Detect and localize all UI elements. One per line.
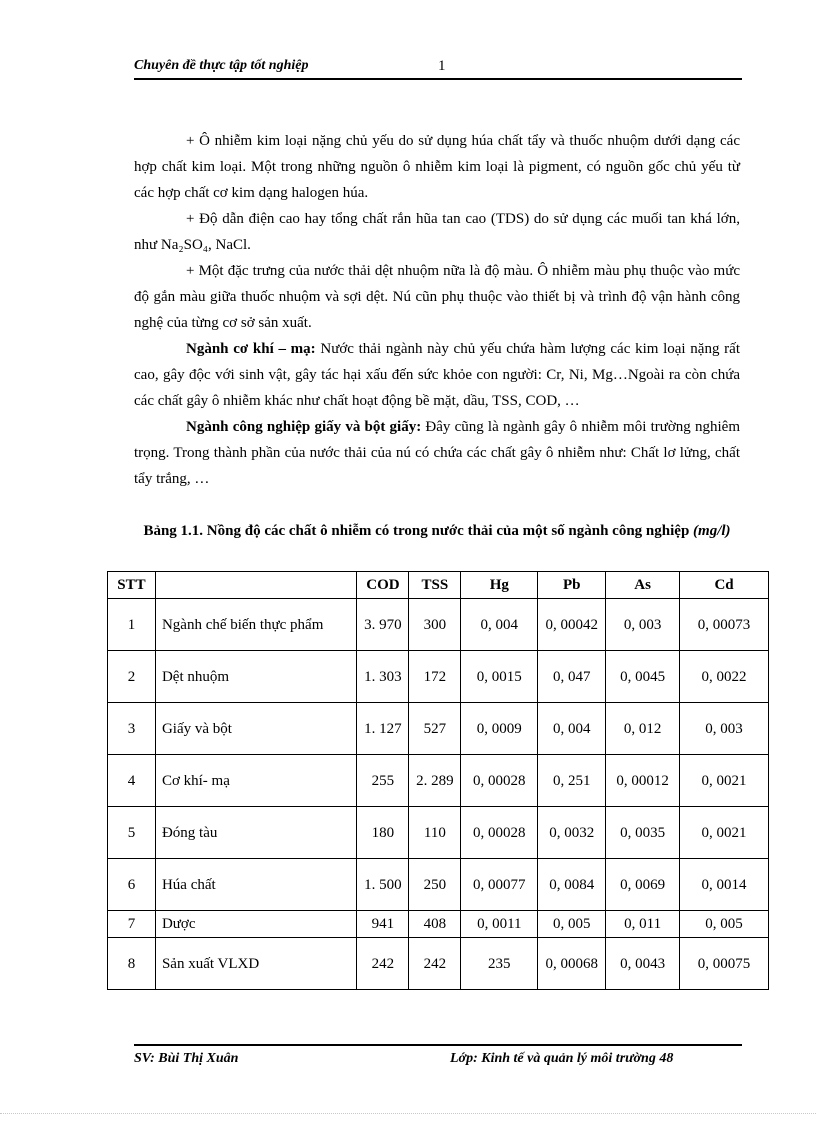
class-name: Lớp: Kinh tế và quản lý môi trường 48	[450, 1051, 674, 1066]
table-cell: 0, 0022	[680, 651, 769, 703]
paragraph-color: + Một đặc trưng của nước thải dệt nhuộm nữa là độ màu. Ô nhiễm màu phụ thuộc vào mức độ gắn màu giữa thuốc nhuộm và sợi dệt. Nú cũn phụ thuộc vào thiết bị và trình độ vận hành công nghệ của từng cơ sở sản xuất.	[134, 263, 740, 331]
column-header: As	[606, 572, 680, 599]
table-cell: 0, 012	[606, 703, 680, 755]
table-cell: 2. 289	[409, 755, 461, 807]
table-cell: Giấy và bột	[155, 703, 357, 755]
table-cell: 0, 0015	[461, 651, 538, 703]
table-cell: 0, 005	[680, 911, 769, 938]
table-cell: 1. 500	[357, 859, 409, 911]
column-header: STT	[108, 572, 156, 599]
table-cell: 0, 251	[538, 755, 606, 807]
table-row	[108, 807, 769, 859]
table-cell: 0, 00028	[461, 807, 538, 859]
table-cell: 0, 0014	[680, 859, 769, 911]
table-cell: 0, 0011	[461, 911, 538, 938]
table-cell: Ngành chế biến thực phẩm	[155, 599, 357, 651]
table-cell: 110	[409, 807, 461, 859]
table-caption-unit: (mg/l)	[693, 523, 731, 539]
paragraph-paper	[134, 414, 740, 492]
student-name: SV: Bùi Thị Xuân	[134, 1051, 239, 1066]
table-cell: 941	[357, 911, 409, 938]
table-cell: 0, 0021	[680, 807, 769, 859]
column-header: TSS	[409, 572, 461, 599]
table-row	[108, 651, 769, 703]
page-header	[134, 56, 742, 80]
table-cell: 0, 004	[538, 703, 606, 755]
table-cell: Đóng tàu	[155, 807, 357, 859]
table-cell: Cơ khí- mạ	[155, 755, 357, 807]
page-edge-divider	[0, 1113, 816, 1114]
table-cell: 0, 00073	[680, 599, 769, 651]
table-cell: 172	[409, 651, 461, 703]
table-cell: Sản xuất VLXD	[155, 938, 357, 990]
table-cell: Dược	[155, 911, 357, 938]
column-header: Hg	[461, 572, 538, 599]
column-header: Cd	[680, 572, 769, 599]
table-cell: 0, 0045	[606, 651, 680, 703]
table-cell: 408	[409, 911, 461, 938]
table-cell: 8	[108, 938, 156, 990]
table-row	[108, 599, 769, 651]
table-cell: 180	[357, 807, 409, 859]
table-row	[108, 859, 769, 911]
table-cell: 7	[108, 911, 156, 938]
table-cell: 0, 00075	[680, 938, 769, 990]
paragraph-tds: + Độ dẫn điện cao hay tổng chất rắn hũa tan cao (TDS) do sử dụng các muối tan khá lớn, như Na₂SO₄, NaCl.	[134, 211, 740, 253]
page-number: 1	[438, 58, 446, 74]
column-header	[155, 572, 357, 599]
table-cell: 0, 00077	[461, 859, 538, 911]
pollution-table	[107, 571, 769, 990]
table-cell: 300	[409, 599, 461, 651]
table-cell: 0, 003	[606, 599, 680, 651]
table-cell: 0, 00068	[538, 938, 606, 990]
table-cell: 1. 303	[357, 651, 409, 703]
paper-text: Đây cũng là ngành gây ô nhiễm môi trường nghiêm trọng. Trong thành phần của nước thải của nú có chứa các chất gây ô nhiễm như: Chất lơ lửng, chất tẩy trắng, …	[134, 419, 740, 487]
table-cell: Húa chất	[155, 859, 357, 911]
mechanical-text: Nước thải ngành này chủ yếu chứa hàm lượng các kim loại nặng rất cao, gây độc với sinh vật, gây tác hại xấu đến sức khỏe con người: Cr, Ni, Mg…Ngoài ra còn chứa các chất gây ô nhiễm khác như chất hoạt động bề mặt, dầu, TSS, COD, …	[134, 341, 740, 409]
table-cell: 0, 003	[680, 703, 769, 755]
page-footer	[134, 1044, 742, 1066]
table-row	[108, 703, 769, 755]
table-cell: 0, 004	[461, 599, 538, 651]
table-cell: 4	[108, 755, 156, 807]
table-cell: 0, 0035	[606, 807, 680, 859]
table-cell: 527	[409, 703, 461, 755]
paragraph-heavy-metals: + Ô nhiễm kim loại nặng chủ yếu do sử dụng húa chất tẩy và thuốc nhuộm dưới dạng các hợp chất kim loại. Một trong những nguồn ô nhiễm kim loại là pigment, có nguồn gốc chủ yếu từ các hợp chất cơ kim dạng halogen húa.	[134, 133, 740, 201]
table-caption-main: Bảng 1.1. Nồng độ các chất ô nhiễm có trong nước thải của một số ngành công nghiệp	[143, 523, 690, 539]
table-cell: 0, 00042	[538, 599, 606, 651]
table-cell: 235	[461, 938, 538, 990]
table-cell: 1	[108, 599, 156, 651]
column-header: Pb	[538, 572, 606, 599]
table-caption	[134, 518, 740, 545]
table-cell: Dệt nhuộm	[155, 651, 357, 703]
table-cell: 0, 047	[538, 651, 606, 703]
table-cell: 2	[108, 651, 156, 703]
paper-heading: Ngành công nghiệp giấy và bột giấy:	[186, 419, 422, 435]
table-cell: 0, 00028	[461, 755, 538, 807]
paragraph-mechanical	[134, 336, 740, 414]
table-cell: 0, 005	[538, 911, 606, 938]
table-cell: 255	[357, 755, 409, 807]
column-header: COD	[357, 572, 409, 599]
body-text	[134, 128, 740, 492]
table-cell: 1. 127	[357, 703, 409, 755]
document-title: Chuyên đề thực tập tốt nghiệp	[134, 58, 309, 73]
table-cell: 0, 011	[606, 911, 680, 938]
table-cell: 0, 0021	[680, 755, 769, 807]
table-cell: 3. 970	[357, 599, 409, 651]
table-cell: 250	[409, 859, 461, 911]
table-cell: 242	[409, 938, 461, 990]
table-cell: 0, 00012	[606, 755, 680, 807]
table-cell: 6	[108, 859, 156, 911]
table-row	[108, 911, 769, 938]
table-cell: 242	[357, 938, 409, 990]
table-cell: 0, 0043	[606, 938, 680, 990]
table-cell: 0, 0032	[538, 807, 606, 859]
table-row	[108, 755, 769, 807]
mechanical-heading: Ngành cơ khí – mạ:	[186, 341, 316, 357]
table-cell: 5	[108, 807, 156, 859]
table-row	[108, 938, 769, 990]
table-cell: 0, 0069	[606, 859, 680, 911]
table-header-row	[108, 572, 769, 599]
table-cell: 0, 0009	[461, 703, 538, 755]
table-cell: 0, 0084	[538, 859, 606, 911]
table-cell: 3	[108, 703, 156, 755]
